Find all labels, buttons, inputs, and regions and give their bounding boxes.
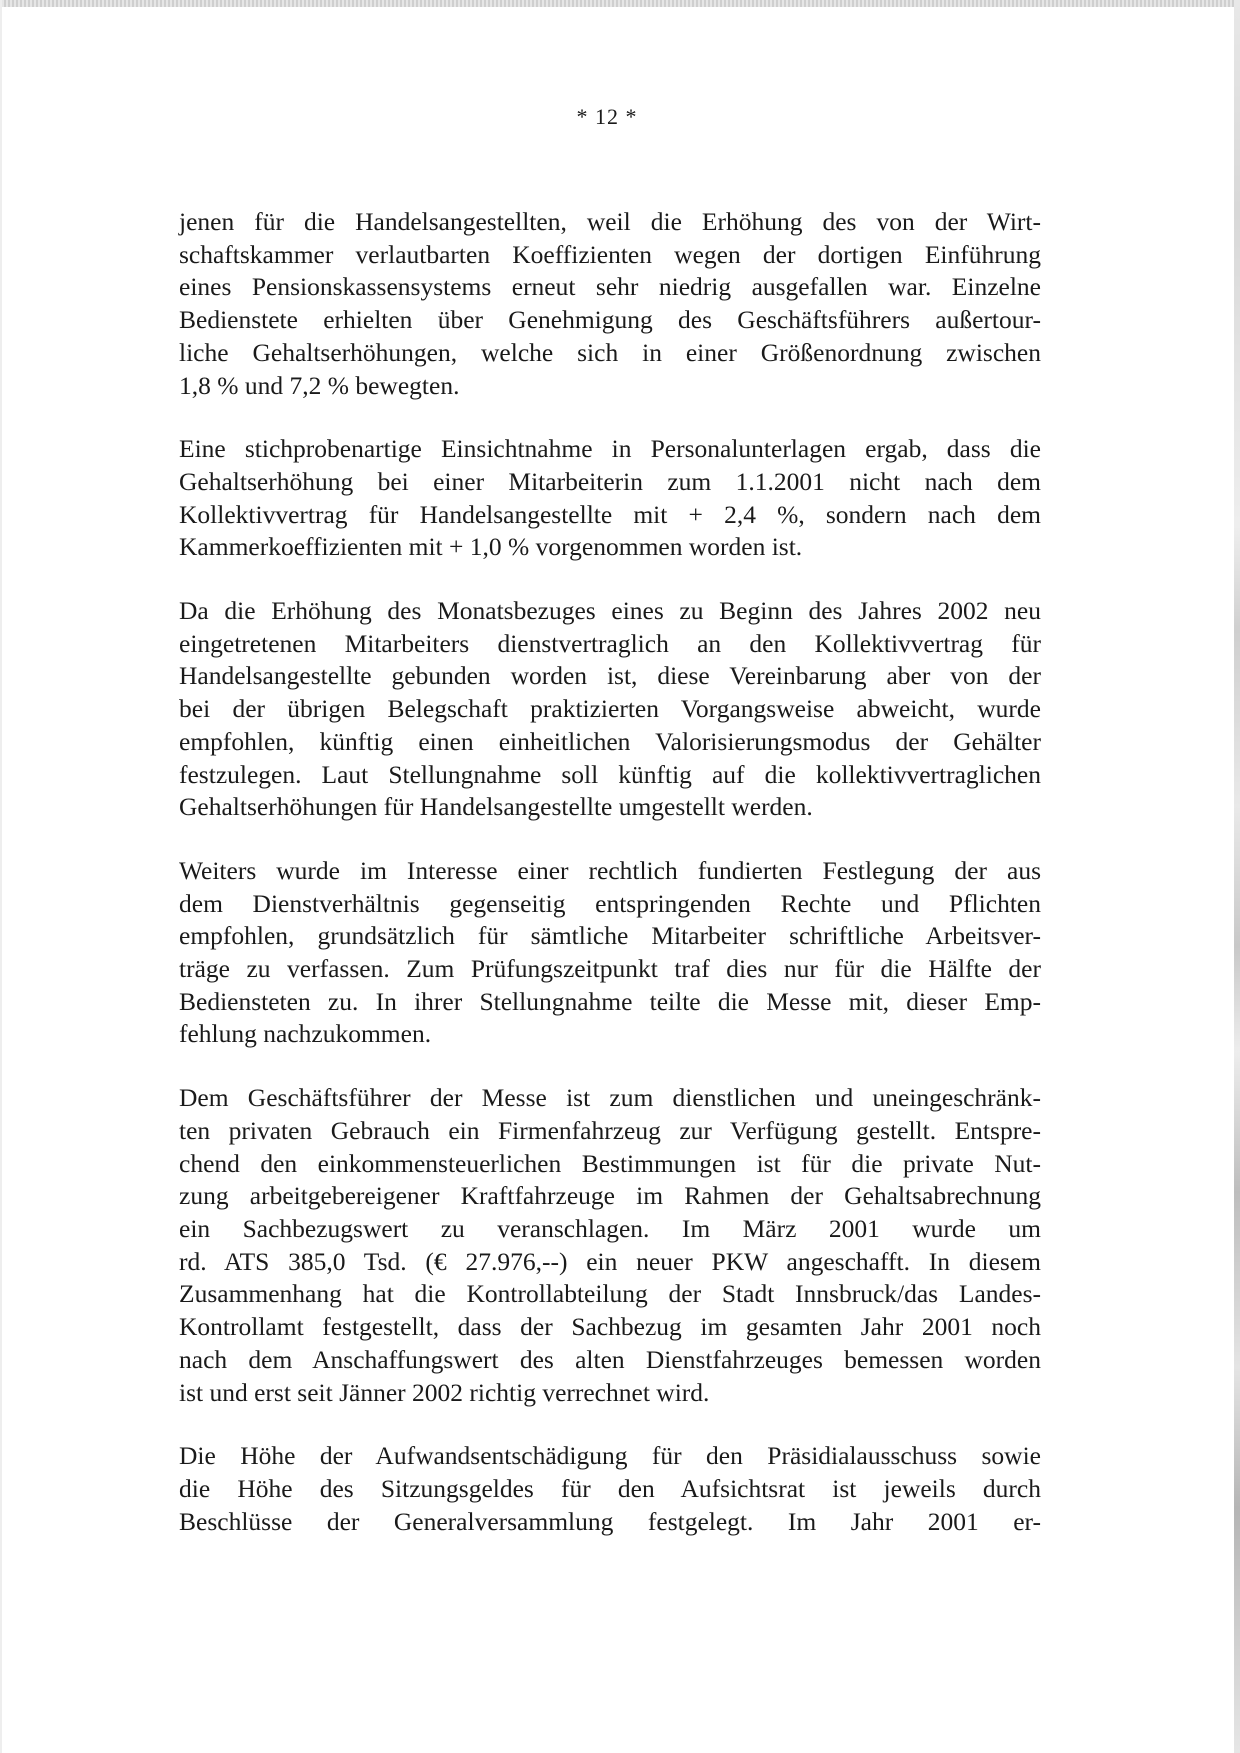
text-line: Eine stichprobenartige Einsichtnahme in Personalunterlagen ergab, dass die xyxy=(179,434,1041,464)
paragraph xyxy=(179,595,1041,824)
paragraph xyxy=(179,433,1041,564)
text-line: Bedienstete erhielten über Genehmigung des Geschäftsführers außertour- xyxy=(179,305,1041,335)
paragraph xyxy=(179,1440,1041,1538)
text-line: eingetretenen Mitarbeiters dienstvertraglich an den Kollektivvertrag für xyxy=(179,628,1041,658)
text-line: Gehaltserhöhung bei einer Mitarbeiterin zum 1.1.2001 nicht nach dem xyxy=(179,466,1041,496)
text-line: Die Höhe der Aufwandsentschädigung für den Präsidialausschuss sowie xyxy=(179,1441,1041,1471)
text-line: Kollektivvertrag für Handelsangestellte mit + 2,4 %, sondern nach dem xyxy=(179,499,1041,529)
scan-edge-top xyxy=(0,0,1240,7)
text-line: Bediensteten zu. In ihrer Stellungnahme teilte die Messe mit, dieser Emp- xyxy=(179,986,1041,1016)
text-line: Zusammenhang hat die Kontrollabteilung der Stadt Innsbruck/das Landes- xyxy=(179,1279,1041,1309)
document-body xyxy=(179,206,1041,1569)
text-line: festzulegen. Laut Stellungnahme soll künftig auf die kollektivvertraglichen xyxy=(179,759,1041,789)
text-line: nach dem Anschaffungswert des alten Dienstfahrzeuges bemessen worden xyxy=(179,1344,1041,1374)
text-line: ist und erst seit Jänner 2002 richtig verrechnet wird. xyxy=(179,1377,710,1407)
text-line: Kammerkoeffizienten mit + 1,0 % vorgenommen worden ist. xyxy=(179,532,803,562)
text-line: ten privaten Gebrauch ein Firmenfahrzeug zur Verfügung gestellt. Entspre- xyxy=(179,1115,1041,1145)
text-line: bei der übrigen Belegschaft praktizierten Vorgangsweise abweicht, wurde xyxy=(179,694,1041,724)
text-line: jenen für die Handelsangestellten, weil die Erhöhung des von der Wirt- xyxy=(179,207,1041,236)
text-line: schaftskammer verlautbarten Koeffizienten wegen der dortigen Einführung xyxy=(179,239,1041,269)
text-line: empfohlen, künftig einen einheitlichen Valorisierungsmodus der Gehälter xyxy=(179,726,1041,756)
text-line: zung arbeitgebereigener Kraftfahrzeuge im Rahmen der Gehaltsabrechnung xyxy=(179,1181,1041,1211)
paragraph xyxy=(179,1082,1041,1409)
text-line: Handelsangestellte gebunden worden ist, diese Vereinbarung aber von der xyxy=(179,661,1041,691)
text-line: Gehaltserhöhungen für Handelsangestellte umgestellt werden. xyxy=(179,792,813,822)
paragraph xyxy=(179,855,1041,1051)
text-line: eines Pensionskassensystems erneut sehr niedrig ausgefallen war. Einzelne xyxy=(179,272,1041,302)
text-line: ein Sachbezugswert zu veranschlagen. Im März 2001 wurde um xyxy=(179,1213,1041,1243)
text-line: empfohlen, grundsätzlich für sämtliche Mitarbeiter schriftliche Arbeitsver- xyxy=(179,921,1041,951)
text-line: rd. ATS 385,0 Tsd. (€ 27.976,--) ein neuer PKW angeschafft. In diesem xyxy=(179,1246,1041,1276)
text-line: Weiters wurde im Interesse einer rechtlich fundierten Festlegung der aus xyxy=(179,855,1041,885)
page-number: * 12 * xyxy=(576,104,638,129)
scan-edge-left xyxy=(0,0,2,1753)
text-line: die Höhe des Sitzungsgeldes für den Aufsichtsrat ist jeweils durch xyxy=(179,1473,1041,1503)
text-line: Da die Erhöhung des Monatsbezuges eines zu Beginn des Jahres 2002 neu xyxy=(179,596,1041,626)
text-line: Beschlüsse der Generalversammlung festgelegt. Im Jahr 2001 er- xyxy=(179,1506,1041,1536)
text-line: fehlung nachzukommen. xyxy=(179,1019,432,1049)
text-line: Dem Geschäftsführer der Messe ist zum dienstlichen und uneingeschränk- xyxy=(179,1083,1041,1113)
text-line: liche Gehaltserhöhungen, welche sich in einer Größenordnung zwischen xyxy=(179,337,1041,367)
text-line: Kontrollamt festgestellt, dass der Sachbezug im gesamten Jahr 2001 noch xyxy=(179,1312,1041,1342)
text-line: 1,8 % und 7,2 % bewegten. xyxy=(179,370,460,400)
text-line: träge zu verfassen. Zum Prüfungszeitpunkt traf dies nur für die Hälfte der xyxy=(179,954,1041,984)
text-line: dem Dienstverhältnis gegenseitig entspringenden Rechte und Pflichten xyxy=(179,888,1041,918)
scan-edge-right xyxy=(1234,0,1240,1753)
paragraph xyxy=(179,206,1041,402)
text-line: chend den einkommensteuerlichen Bestimmungen ist für die private Nut- xyxy=(179,1148,1041,1178)
